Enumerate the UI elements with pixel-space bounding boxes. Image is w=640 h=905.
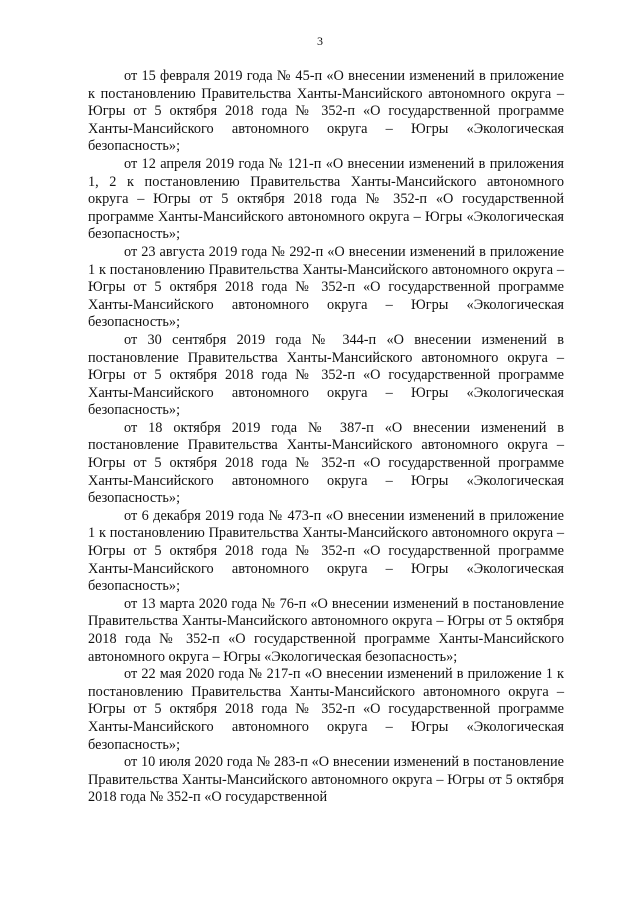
paragraph-resolution-344p: от 30 сентября 2019 года № 344-п «О внесении изменений в постановление Правительства Ханты-Мансийского автономного округа – Югры от 5 октября 2018 года № 352-п «О государственной программе Ханты-Мансийского автономного округа – Югры «Экологическая безопасность»; xyxy=(88,331,564,419)
paragraph-resolution-473p: от 6 декабря 2019 года № 473-п «О внесении изменений в приложение 1 к постановлению Правительства Ханты-Мансийского автономного округа – Югры от 5 октября 2018 года № 352-п «О государственной программе Ханты-Мансийского автономного округа – Югры «Экологическая безопасность»; xyxy=(88,507,564,595)
paragraph-resolution-292p: от 23 августа 2019 года № 292-п «О внесении изменений в приложение 1 к постановлению Правительства Ханты-Мансийского автономного округа – Югры от 5 октября 2018 года № 352-п «О государственной программе Ханты-Мансийского автономного округа – Югры «Экологическая безопасность»; xyxy=(88,243,564,331)
paragraph-resolution-121p: от 12 апреля 2019 года № 121-п «О внесении изменений в приложения 1, 2 к постановлению Правительства Ханты-Мансийского автономного округа – Югры от 5 октября 2018 года № 352-п «О государственной программе Ханты-Мансийского автономного округа – Югры «Экологическая безопасность»; xyxy=(88,155,564,243)
paragraph-resolution-45p: от 15 февраля 2019 года № 45-п «О внесении изменений в приложение к постановлению Правительства Ханты-Мансийского автономного округа – Югры от 5 октября 2018 года № 352-п «О государственной программе Ханты-Мансийского автономного округа – Югры «Экологическая безопасность»; xyxy=(88,68,564,155)
paragraph-resolution-217p: от 22 мая 2020 года № 217-п «О внесении изменений в приложение 1 к постановлению Правительства Ханты-Мансийского автономного округа – Югры от 5 октября 2018 года № 352-п «О государственной программе Ханты-Мансийского автономного округа – Югры «Экологическая безопасность»; xyxy=(88,666,564,753)
page-number: 3 xyxy=(317,34,323,48)
document-body xyxy=(88,68,564,807)
paragraph-resolution-283p: от 10 июля 2020 года № 283-п «О внесении изменений в постановление Правительства Ханты-Мансийского автономного округа – Югры от 5 октября 2018 года № 352-п «О государственной xyxy=(88,754,564,806)
paragraph-resolution-76p: от 13 марта 2020 года № 76-п «О внесении изменений в постановление Правительства Ханты-Мансийского автономного округа – Югры от 5 октября 2018 года № 352-п «О государственной программе Ханты-Мансийского автономного округа – Югры «Экологическая безопасность»; xyxy=(88,595,564,665)
paragraph-resolution-387p: от 18 октября 2019 года № 387-п «О внесении изменений в постановление Правительства Ханты-Мансийского автономного округа – Югры от 5 октября 2018 года № 352-п «О государственной программе Ханты-Мансийского автономного округа – Югры «Экологическая безопасность»; xyxy=(88,419,564,507)
